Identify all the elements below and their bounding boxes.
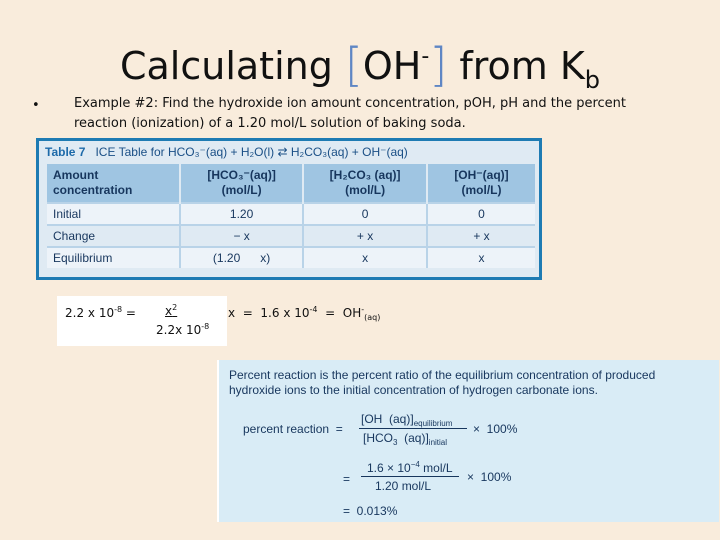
percent-reaction-label: percent reaction = <box>243 422 343 436</box>
title-prefix: Calculating <box>119 44 345 88</box>
equation-background <box>57 296 227 346</box>
percent-reaction-panel <box>217 360 719 522</box>
ice-row-change <box>47 225 535 247</box>
fraction-bar <box>359 428 467 429</box>
equation-result-state: (aq) <box>364 313 381 322</box>
ice-table-header-row <box>47 164 535 203</box>
title-open-bracket: [ <box>344 38 363 92</box>
ice-table-caption <box>45 145 408 161</box>
equation-numerator-exponent: 2 <box>172 303 178 312</box>
percent-numerator-1-sub: equilibrium <box>413 419 453 428</box>
equation-equals: = <box>122 306 140 320</box>
title-subscript: b <box>584 66 601 94</box>
fraction-bar <box>361 476 459 477</box>
percent-denominator-1-value: [HCO <box>363 431 393 445</box>
percent-numerator-2-exponent: −4 <box>410 460 420 469</box>
ice-cell: Change <box>47 225 180 247</box>
equation-lhs-value: 2.2 x 10 <box>65 306 115 320</box>
percent-numerator-1-value: [OH (aq)] <box>361 412 414 426</box>
equation-lhs-exponent: -8 <box>114 305 123 314</box>
ice-cell: x <box>303 247 427 268</box>
equation-numerator <box>165 303 177 318</box>
ice-cell: 1.20 <box>180 203 303 225</box>
ice-cell: x <box>427 247 535 268</box>
ice-cell: 0 <box>427 203 535 225</box>
ice-table-label: Table 7 <box>45 145 86 159</box>
ice-cell: 0 <box>303 203 427 225</box>
ice-table-figure <box>36 138 542 280</box>
ice-header: [HCO₃⁻(aq)] (mol/L) <box>180 164 303 203</box>
percent-numerator-2-value: 1.6 × 10 <box>367 461 411 475</box>
percent-numerator-2-unit: mol/L <box>419 461 453 475</box>
ice-table-title: ICE Table for HCO₃⁻(aq) + H₂O(l) ⇄ H₂CO₃(aq) + OH⁻(aq) <box>95 145 408 159</box>
title-close-bracket: ] <box>429 38 448 92</box>
equation-result-species: = OH <box>317 306 362 320</box>
percent-equals-2: = <box>343 472 351 486</box>
ice-cell: + x <box>427 225 535 247</box>
ice-cell: Equilibrium <box>47 247 180 268</box>
percent-reaction-definition: Percent reaction is the percent ratio of the equilibrium concentration of produced hydroxide ions to the initial concentration of hydrogen carbonate ions. <box>229 368 656 397</box>
title-species: OH <box>362 44 422 88</box>
equation-numerator-value: x <box>165 304 173 318</box>
equation-result <box>228 305 380 322</box>
percent-denominator-1-sub: initial <box>428 438 448 447</box>
equation-denominator-exponent: -8 <box>201 322 210 331</box>
example-prompt: Example #2: Find the hydroxide ion amount concentration, pOH, pH and the percent reaction (ionization) of a 1.20 mol/L solution of baking soda. <box>74 96 626 131</box>
percent-numerator-1 <box>361 412 452 428</box>
ice-header: [H₂CO₃ (aq)] (mol/L) <box>303 164 427 203</box>
ice-header: [OH⁻(aq)] (mol/L) <box>427 164 535 203</box>
percent-result: = 0.013% <box>343 504 398 518</box>
ice-row-equilibrium <box>47 247 535 268</box>
equation-result-value: x = 1.6 x 10 <box>228 306 310 320</box>
percent-times-2: × 100% <box>467 470 512 484</box>
title-charge: - <box>421 44 430 69</box>
title-middle: from K <box>447 44 585 88</box>
percent-denominator-1: [$HCO_3$ $(aq)]_{initial}$ <box>363 431 448 447</box>
equation-denominator-value: 2.2x 10 <box>156 323 202 337</box>
equation-result-exponent: -4 <box>309 305 318 314</box>
ice-table <box>47 164 535 268</box>
equation-result-charge: - <box>361 305 365 314</box>
page-title <box>0 38 720 94</box>
ice-cell: (1.20 x) <box>180 247 303 268</box>
ice-cell: + x <box>303 225 427 247</box>
percent-numerator-2 <box>367 460 453 475</box>
ice-header: Amount concentration <box>47 164 180 203</box>
ice-table-panel <box>39 141 539 277</box>
equation-lhs <box>65 305 140 320</box>
equation-denominator <box>156 322 209 337</box>
percent-denominator-2: 1.20 mol/L <box>375 479 432 493</box>
ice-cell: Initial <box>47 203 180 225</box>
ice-cell: − x <box>180 225 303 247</box>
bullet-dot: • <box>32 98 40 113</box>
percent-denominator-1-tail: (aq)] <box>397 431 429 445</box>
percent-times-1: × 100% <box>473 422 518 436</box>
ice-row-initial <box>47 203 535 225</box>
